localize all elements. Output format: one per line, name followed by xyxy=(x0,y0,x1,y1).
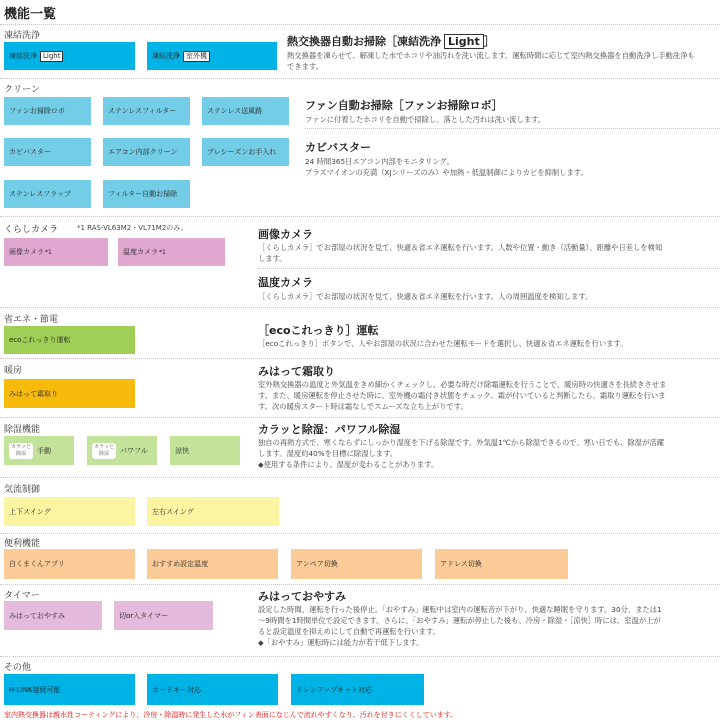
separator xyxy=(0,417,720,418)
ampere-switch-button[interactable]: アンペア切換 xyxy=(291,549,422,579)
mold-buster-button[interactable]: カビバスター xyxy=(4,138,91,166)
separator xyxy=(0,358,720,359)
card-key-button[interactable]: カードキー対応 xyxy=(147,674,278,705)
vertical-swing-button[interactable]: 上下スイング xyxy=(4,497,135,526)
camera-footnote: *1 RAS-VL63M2・VL71M2のみ。 xyxy=(77,224,188,232)
dehumidify-heading: カラッと除湿：パワフル除湿 xyxy=(258,423,401,436)
stainless-filter-button[interactable]: ステンレスフィルター xyxy=(103,97,190,125)
freeze-heading: 熱交換器自動お掃除［凍結洗浄 Light ］ xyxy=(287,35,495,48)
separator xyxy=(0,307,720,308)
fan-clean-heading: ファン自動お掃除［ファンお掃除ロボ］ xyxy=(305,99,503,112)
on-off-timer-button[interactable]: 切or入タイマー xyxy=(114,601,213,630)
freeze-wash-light-button[interactable] xyxy=(4,42,135,70)
image-camera-heading: 画像カメラ xyxy=(258,228,313,241)
eco-description: ［ecoこれっきり］ボタンで、人やお部屋の状況に合わせた運転モードを選択し、快適＆省エネ運転を行います。 xyxy=(258,339,628,348)
separator xyxy=(0,24,720,25)
separator xyxy=(0,78,720,79)
category-label-dehumidify: 除湿機能 xyxy=(4,425,41,435)
footnote-mark: *1 xyxy=(159,248,166,256)
category-label-airflow: 気流制御 xyxy=(4,485,41,495)
defrost-heading: みはって霜取り xyxy=(258,365,335,378)
fan-clean-description: ファンに付着したホコリを自動で掃除し、落とした汚れは洗い流します。 xyxy=(305,115,546,124)
category-label-camera: くらしカメラ xyxy=(4,225,59,235)
page-title: 機能一覧 xyxy=(4,7,57,22)
category-label-heating: 暖房 xyxy=(4,366,23,376)
defrost-description: 室外熱交換器の温度と外気温をきめ細かくチェックし、必要な時だけ除霜運転を行うことで、暖房時の快適さを長続きさせま す。また、暖房運転を停止させた時に、室外機の霜付き状態をチェック。霜が付いていると判断したら、霜取り運転を行いま す。次の暖房スタート時は霜なしでスムーズな立ち上がりです。 xyxy=(258,380,667,411)
karatto-dehumidify-icon: カラッと 除湿 xyxy=(9,443,33,459)
horizontal-swing-button[interactable]: 左右スイング xyxy=(147,497,279,526)
separator xyxy=(305,128,720,129)
dehumidify-description: 独自の再熱方式で、寒くならずにしっかり湿度を下げる除湿です。外気温1℃から除湿できるので、寒い日でも、除湿が活躍 します。湿度約40%を目標に除湿します。 ◆使用する条件により、湿度が変わることがあります。 xyxy=(258,438,664,469)
freeze-wash-outdoor-button[interactable] xyxy=(147,42,277,70)
separator xyxy=(258,268,720,269)
sleep-timer-button[interactable]: みはっておやすみ xyxy=(4,601,102,630)
image-camera-button[interactable]: 画像カメラ *1 xyxy=(4,238,108,266)
category-label-convenience: 便利機能 xyxy=(4,539,41,549)
footer-note: 室内熱交換器は親水性コーティングにより、冷房・除湿時に発生した水がフィン表面になじんで流れやすくなり、汚れを付きにくくしています。 xyxy=(4,711,458,719)
light-tag: Light xyxy=(40,51,63,62)
recommended-temperature-button[interactable]: おすすめ設定温度 xyxy=(147,549,278,579)
h-link-button[interactable]: H-LINK接続可能 xyxy=(4,674,135,705)
outdoor-tag: 室外機 xyxy=(183,51,210,62)
stainless-airway-button[interactable]: ステンレス送風路 xyxy=(202,97,289,125)
eco-heading: ［ecoこれっきり］運転 xyxy=(258,324,379,337)
mold-buster-description: 24 時間365日エアコン内部をモニタリング。 プラズマイオンの充満（XJシリーズのみ）や加熱・低温制御によりカビを抑制します。 xyxy=(305,157,588,177)
separator xyxy=(0,584,720,585)
address-switch-button[interactable]: アドレス切換 xyxy=(435,549,568,579)
heading-light-tag: Light xyxy=(444,34,484,49)
temperature-camera-description: ［くらしカメラ］でお部屋の状況を見て、快適＆省エネ運転を行います。人の周囲温度を検知します。 xyxy=(258,292,593,301)
shirokuma-app-button[interactable]: 白くまくんアプリ xyxy=(4,549,135,579)
category-label-other: その他 xyxy=(4,663,32,673)
defrost-button[interactable]: みはって霜取り xyxy=(4,379,135,408)
temperature-camera-heading: 温度カメラ xyxy=(258,276,313,289)
stainless-flap-button[interactable]: ステンレスフラップ xyxy=(4,180,91,208)
dehumidify-powerful-button[interactable]: カラッと 除湿 パワフル xyxy=(87,436,157,465)
separator xyxy=(0,656,720,657)
category-label-eco: 省エネ・節電 xyxy=(4,315,59,325)
image-camera-description: ［くらしカメラ］でお部屋の状況を見て、快適＆省エネ運転を行います。人数や位置・動き（活動量）、距離や日差しを検知 します。 xyxy=(258,243,663,263)
dehumidify-cool-comfort-button[interactable]: 涼快 xyxy=(170,436,240,465)
mold-buster-heading: カビバスター xyxy=(305,141,371,154)
internal-clean-button[interactable]: エアコン内部クリーン xyxy=(103,138,190,166)
category-label-timer: タイマー xyxy=(4,591,40,601)
button-label: 凍結洗浄 xyxy=(152,52,180,60)
drain-up-kit-button[interactable]: ドレンアップキット対応 xyxy=(291,674,424,705)
category-label-clean: クリーン xyxy=(4,85,40,95)
separator xyxy=(0,216,720,217)
category-label-freeze: 凍結洗浄 xyxy=(4,31,41,41)
temperature-camera-button[interactable]: 温度カメラ *1 xyxy=(118,238,225,266)
separator xyxy=(0,533,720,534)
auto-filter-clean-button[interactable]: フィルター自動お掃除 xyxy=(103,180,190,208)
separator xyxy=(0,477,720,478)
sleep-timer-description: 設定した時間、運転を行った後停止。「おやすみ」運転中は室内の運転音が下がり、快適な睡眠を守ります。30分、または1 ～9時間を1時間単位で設定できます。さらに、「おやすみ」運転が停止した後も、冷房・除湿・［涼快］時には、室温が上が ると設定温度を抑えめにして自動で再運転を行います。 ◆「おやすみ」運転時には能力が若干低下します。 xyxy=(258,605,662,647)
karatto-dehumidify-icon: カラッと 除湿 xyxy=(92,443,116,459)
sleep-timer-heading: みはっておやすみ xyxy=(258,590,346,603)
preseason-care-button[interactable]: プレシーズンお手入れ xyxy=(202,138,289,166)
fan-cleaning-robot-button[interactable]: ファンお掃除ロボ xyxy=(4,97,91,125)
eco-korekkiri-button[interactable]: ecoこれっきり運転 xyxy=(4,326,135,354)
footnote-mark: *1 xyxy=(45,248,52,256)
dehumidify-manual-button[interactable]: カラッと 除湿 手動 xyxy=(4,436,74,465)
button-label: 凍結洗浄 xyxy=(9,52,37,60)
freeze-description: 熱交換器を凍らせて、解凍した水でホコリや油汚れを洗い流します。運転時間に応じて室内熱交換器を自動洗浄し手動洗浄も できます。 xyxy=(287,51,695,71)
